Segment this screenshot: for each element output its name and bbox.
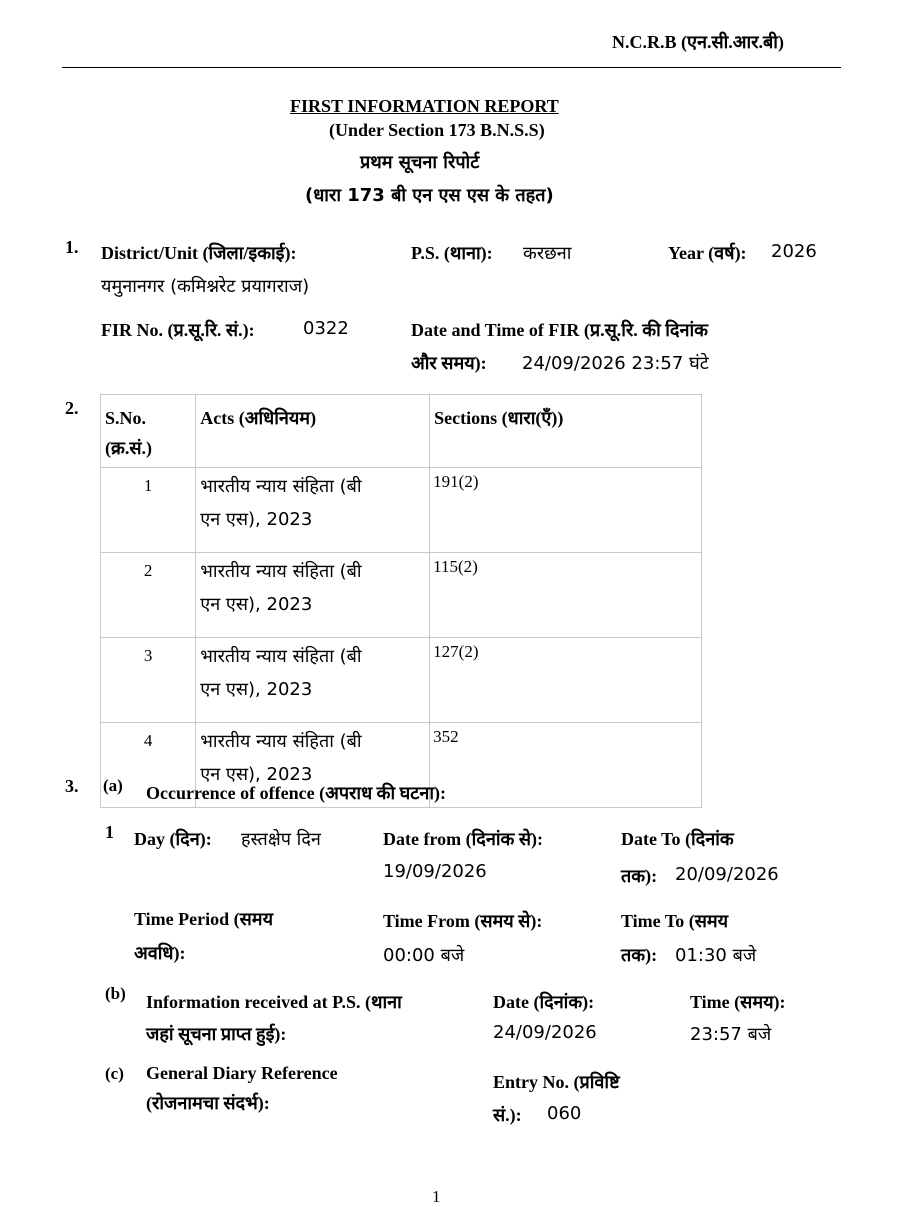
row-act bbox=[196, 553, 430, 638]
police-station-label: P.S. (थाना): bbox=[411, 243, 493, 263]
fir-datetime-label-line1: Date and Time of FIR (प्र.सू.रि. की दिनांक bbox=[411, 320, 708, 340]
row-act-line1: भारतीय न्याय संहिता (बी bbox=[200, 561, 362, 582]
info-received-time-label: Time (समय): bbox=[690, 992, 786, 1012]
date-to-label-line2: तक): bbox=[621, 866, 658, 886]
fir-number-value: 0322 bbox=[303, 318, 349, 339]
row-sno: 4 bbox=[101, 723, 196, 808]
time-from-label: Time From (समय से): bbox=[383, 911, 543, 931]
table-row bbox=[101, 638, 702, 723]
row-act bbox=[196, 468, 430, 553]
general-diary-label-line1: General Diary Reference bbox=[146, 1063, 338, 1083]
info-received-date-value: 24/09/2026 bbox=[493, 1022, 597, 1043]
row-act-line1: भारतीय न्याय संहिता (बी bbox=[200, 646, 362, 667]
page-number: 1 bbox=[432, 1187, 441, 1206]
entry-number-label-line1: Entry No. (प्रविष्टि bbox=[493, 1072, 620, 1092]
entry-number-label-line2: सं.): bbox=[493, 1105, 522, 1125]
fir-datetime-label-line2: और समय): bbox=[411, 353, 487, 373]
row-sno: 3 bbox=[101, 638, 196, 723]
section-3b-marker: (b) bbox=[105, 984, 126, 1003]
table-header-row bbox=[101, 395, 702, 468]
fir-number-label: FIR No. (प्र.सू.रि. सं.): bbox=[101, 320, 255, 340]
row-sno: 1 bbox=[101, 468, 196, 553]
acts-sections-table bbox=[100, 394, 702, 808]
year-value: 2026 bbox=[771, 241, 817, 262]
time-to-value: 01:30 बजे bbox=[675, 945, 757, 966]
section-3-number: 3. bbox=[65, 776, 79, 796]
row-section: 127(2) bbox=[430, 638, 702, 723]
time-period-label-line2: अवधि): bbox=[134, 943, 186, 963]
table-row bbox=[101, 553, 702, 638]
row-act-line1: भारतीय न्याय संहिता (बी bbox=[200, 731, 362, 752]
row-act-line2: एन एस), 2023 bbox=[200, 764, 313, 785]
sno-header-line2: (क्र.सं.) bbox=[105, 438, 152, 458]
row-act bbox=[196, 638, 430, 723]
section-1-number: 1. bbox=[65, 237, 79, 257]
day-label: Day (दिन): bbox=[134, 829, 212, 849]
section-3a-marker: (a) bbox=[103, 776, 123, 795]
table-row bbox=[101, 468, 702, 553]
occurrence-title: Occurrence of offence (अपराध की घटना): bbox=[146, 783, 446, 803]
day-value: हस्तक्षेप दिन bbox=[241, 829, 321, 850]
title-under-section-hindi: (धारा 173 बी एन एस एस के तहत) bbox=[305, 185, 554, 206]
title-under-section-english: (Under Section 173 B.N.S.S) bbox=[329, 120, 545, 140]
date-to-label-line1: Date To (दिनांक bbox=[621, 829, 734, 849]
date-from-value: 19/09/2026 bbox=[383, 861, 487, 882]
acts-header: Acts (अधिनियम) bbox=[196, 395, 430, 468]
time-to-label-line2: तक): bbox=[621, 945, 658, 965]
police-station-value: करछना bbox=[523, 243, 572, 264]
row-act-line2: एन एस), 2023 bbox=[200, 509, 313, 530]
title-hindi: प्रथम सूचना रिपोर्ट bbox=[360, 152, 480, 173]
sno-header bbox=[101, 395, 196, 468]
date-to-value: 20/09/2026 bbox=[675, 864, 779, 885]
info-received-time-value: 23:57 बजे bbox=[690, 1024, 772, 1045]
info-received-label-line1: Information received at P.S. (थाना bbox=[146, 992, 402, 1012]
header-divider bbox=[62, 67, 841, 68]
occurrence-item-number: 1 bbox=[105, 822, 114, 842]
sno-header-line1: S.No. bbox=[105, 408, 147, 428]
row-section: 191(2) bbox=[430, 468, 702, 553]
year-label: Year (वर्ष): bbox=[668, 243, 747, 263]
row-section: 352 bbox=[430, 723, 702, 808]
row-act-line2: एन एस), 2023 bbox=[200, 594, 313, 615]
time-to-label-line1: Time To (समय bbox=[621, 911, 729, 931]
row-sno: 2 bbox=[101, 553, 196, 638]
entry-number-value: 060 bbox=[547, 1103, 582, 1124]
row-act-line2: एन एस), 2023 bbox=[200, 679, 313, 700]
info-received-label-line2: जहां सूचना प्राप्त हुई): bbox=[146, 1024, 287, 1044]
district-value: यमुनानगर (कमिश्नरेट प्रयागराज) bbox=[101, 276, 310, 297]
section-3c-marker: (c) bbox=[105, 1064, 124, 1083]
fir-datetime-value: 24/09/2026 23:57 घंटे bbox=[522, 353, 709, 374]
time-from-value: 00:00 बजे bbox=[383, 945, 465, 966]
general-diary-label-line2: (रोजनामचा संदर्भ): bbox=[146, 1093, 270, 1113]
sections-header: Sections (धारा(एँ)) bbox=[430, 395, 702, 468]
info-received-date-label: Date (दिनांक): bbox=[493, 992, 595, 1012]
time-period-label-line1: Time Period (समय bbox=[134, 909, 274, 929]
ncrb-header: N.C.R.B (एन.सी.आर.बी) bbox=[612, 32, 784, 52]
date-from-label: Date from (दिनांक से): bbox=[383, 829, 543, 849]
section-2-number: 2. bbox=[65, 398, 79, 418]
row-section: 115(2) bbox=[430, 553, 702, 638]
row-act-line1: भारतीय न्याय संहिता (बी bbox=[200, 476, 362, 497]
district-label: District/Unit (जिला/इकाई): bbox=[101, 243, 297, 263]
title-english: FIRST INFORMATION REPORT bbox=[290, 96, 559, 116]
